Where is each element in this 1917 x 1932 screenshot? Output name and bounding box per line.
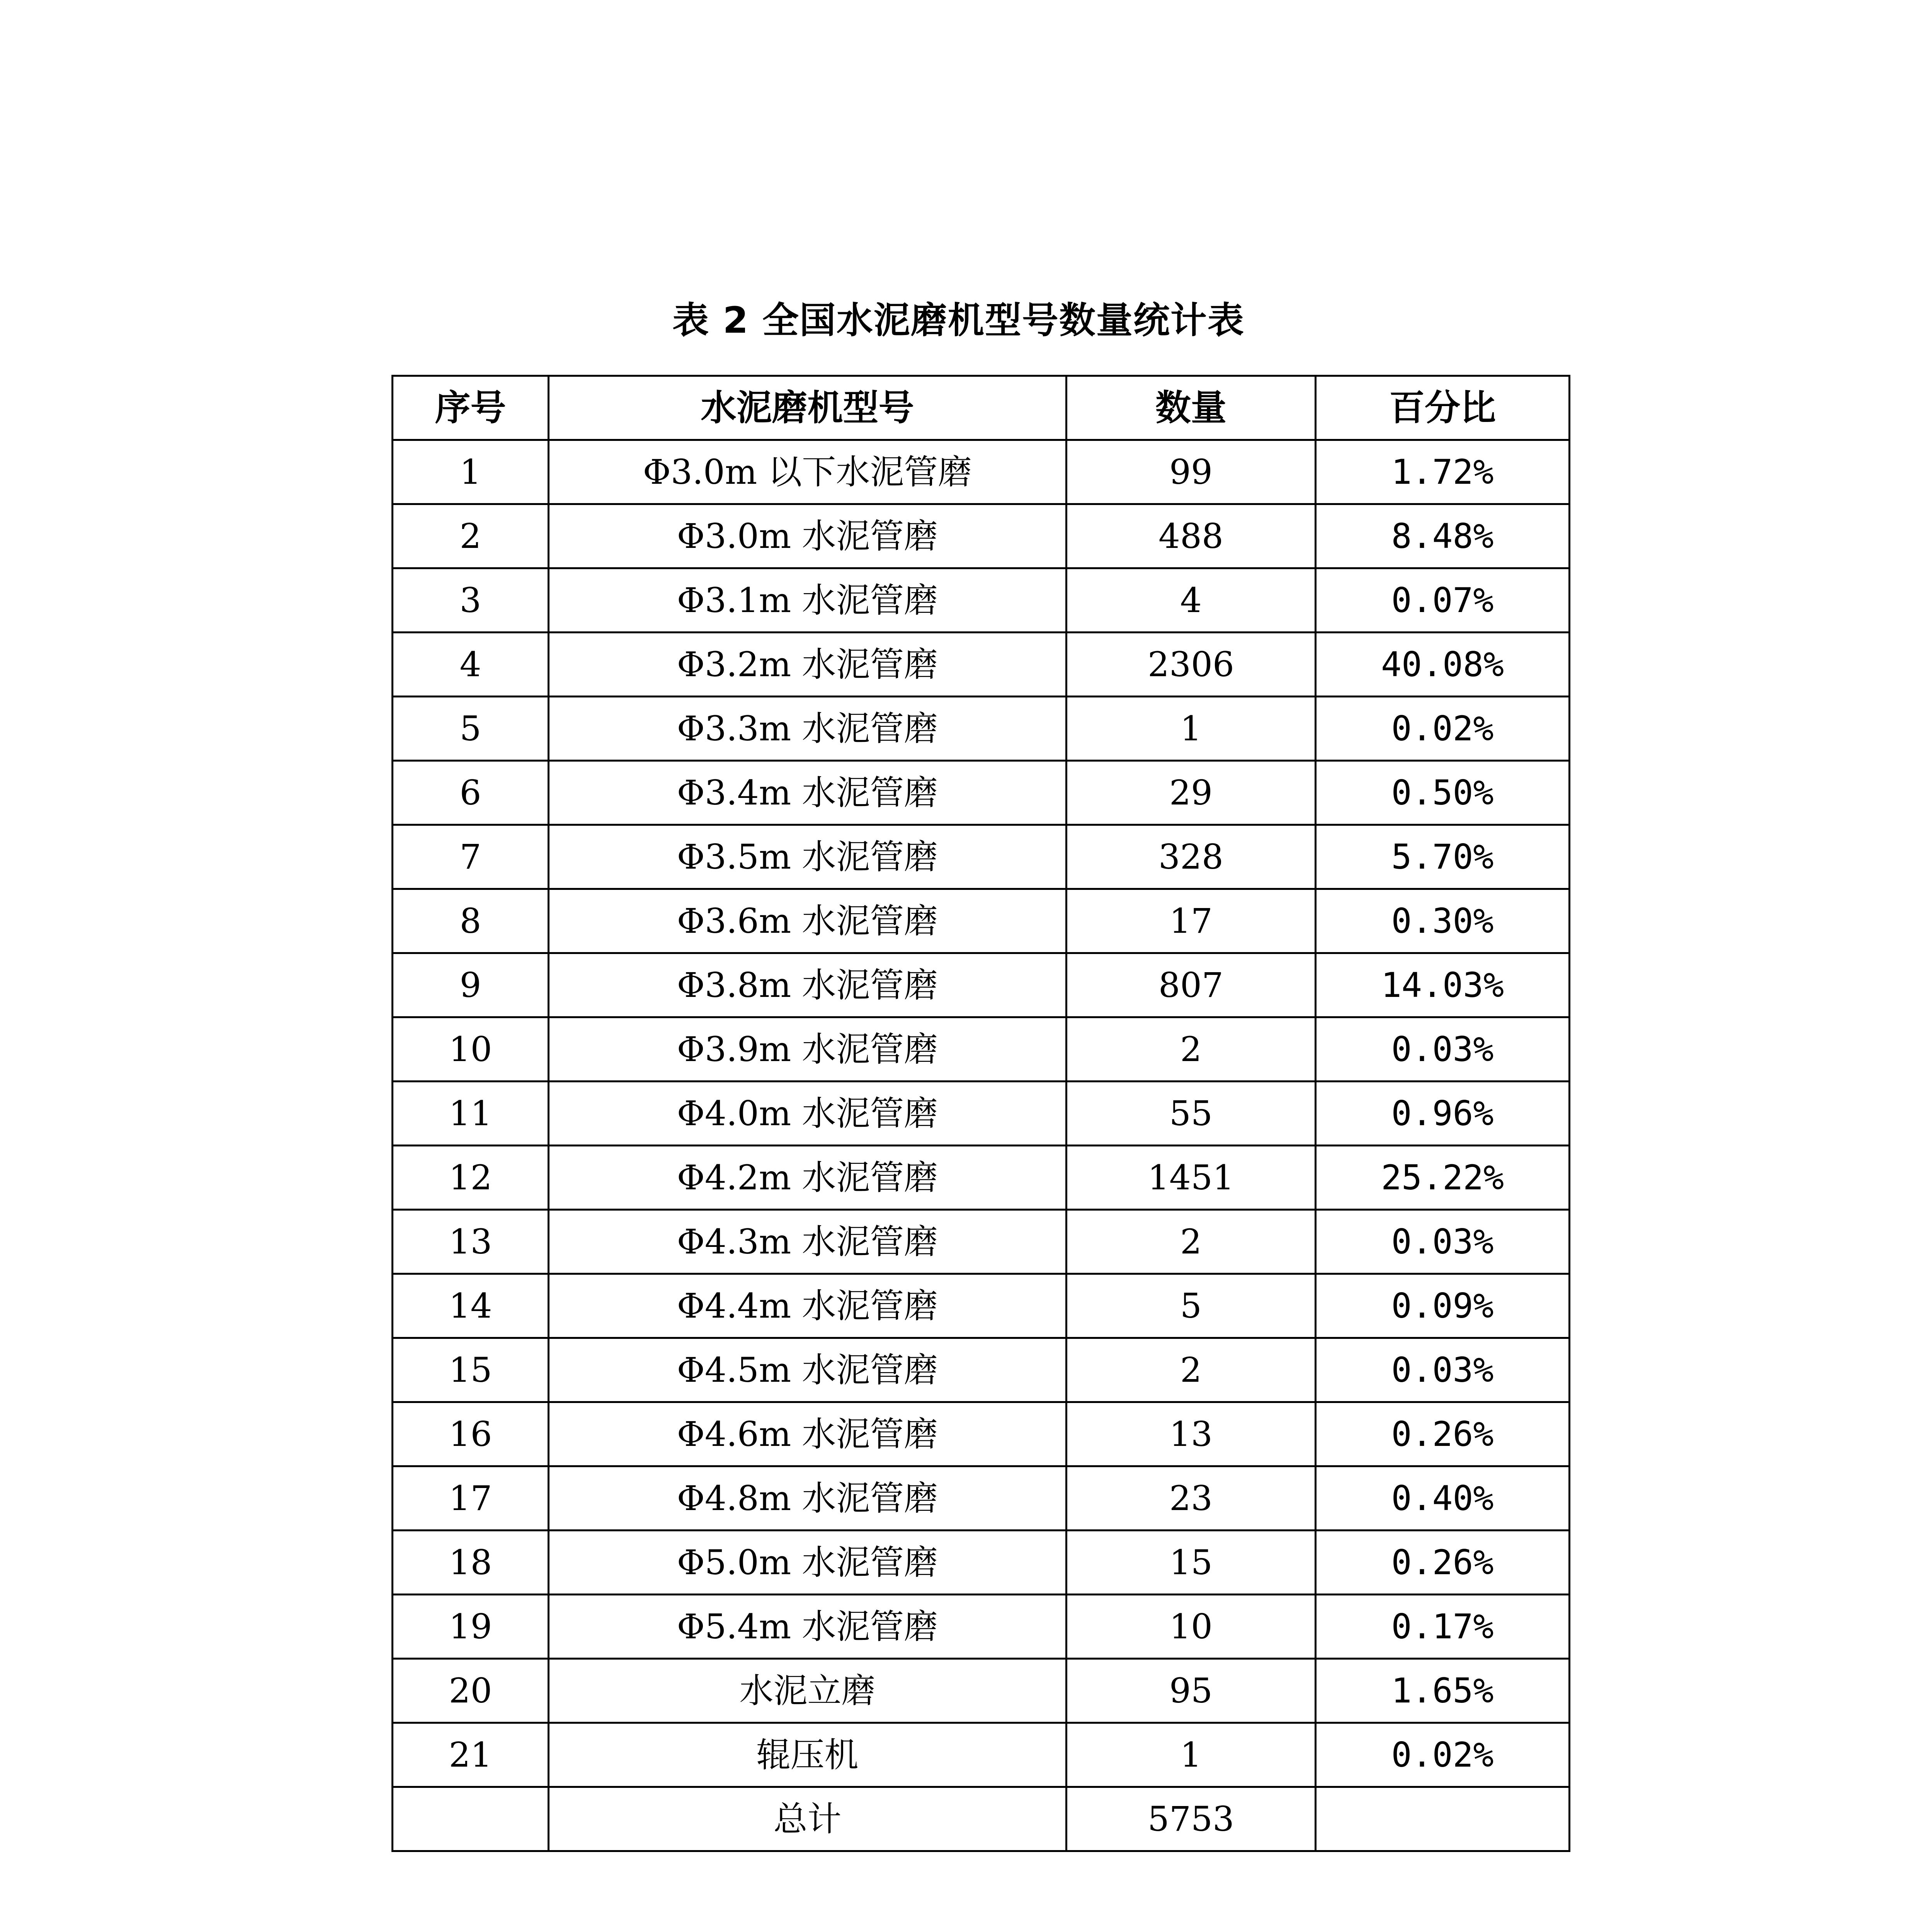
index-cell: 16 [393, 1402, 549, 1466]
percent-cell: 0.96% [1316, 1082, 1570, 1146]
table-title: 表 2 全国水泥磨机型号数量统计表 [672, 299, 1245, 342]
count-cell: 4 [1067, 568, 1316, 633]
index-cell: 6 [393, 761, 549, 825]
percent-cell: 25.22% [1316, 1146, 1570, 1210]
table-row [393, 1146, 1570, 1210]
table-row [393, 440, 1570, 504]
table-row [393, 1531, 1570, 1595]
header-model: 水泥磨机型号 [549, 376, 1067, 440]
total-index-cell [393, 1787, 549, 1851]
percent-cell: 0.26% [1316, 1531, 1570, 1595]
model-cell: Φ3.3m 水泥管磨 [549, 697, 1067, 761]
count-cell: 17 [1067, 889, 1316, 953]
table-row [393, 1210, 1570, 1274]
percent-cell: 0.50% [1316, 761, 1570, 825]
model-cell: Φ4.3m 水泥管磨 [549, 1210, 1067, 1274]
percent-cell: 0.09% [1316, 1274, 1570, 1338]
model-cell: Φ3.6m 水泥管磨 [549, 889, 1067, 953]
table-row [393, 1082, 1570, 1146]
index-cell: 20 [393, 1659, 549, 1723]
table-row [393, 633, 1570, 697]
count-cell: 10 [1067, 1595, 1316, 1659]
table-body [393, 440, 1570, 1787]
model-cell: 水泥立磨 [549, 1659, 1067, 1723]
model-cell: Φ4.5m 水泥管磨 [549, 1338, 1067, 1402]
count-cell: 807 [1067, 953, 1316, 1017]
percent-cell: 0.03% [1316, 1017, 1570, 1082]
model-cell: Φ3.9m 水泥管磨 [549, 1017, 1067, 1082]
percent-cell: 40.08% [1316, 633, 1570, 697]
total-row [393, 1787, 1570, 1851]
header-index: 序号 [393, 376, 549, 440]
model-cell: Φ3.0m 水泥管磨 [549, 504, 1067, 568]
total-label-cell: 总计 [549, 1787, 1067, 1851]
index-cell: 9 [393, 953, 549, 1017]
mill-statistics-table [391, 375, 1570, 1852]
percent-cell: 5.70% [1316, 825, 1570, 889]
index-cell: 10 [393, 1017, 549, 1082]
model-cell: Φ3.5m 水泥管磨 [549, 825, 1067, 889]
table-row [393, 889, 1570, 953]
count-cell: 15 [1067, 1531, 1316, 1595]
index-cell: 17 [393, 1466, 549, 1531]
index-cell: 5 [393, 697, 549, 761]
model-cell: Φ3.2m 水泥管磨 [549, 633, 1067, 697]
count-cell: 1 [1067, 697, 1316, 761]
table-row [393, 1338, 1570, 1402]
index-cell: 1 [393, 440, 549, 504]
index-cell: 4 [393, 633, 549, 697]
count-cell: 29 [1067, 761, 1316, 825]
index-cell: 21 [393, 1723, 549, 1787]
percent-cell: 0.07% [1316, 568, 1570, 633]
table-row [393, 1274, 1570, 1338]
percent-cell: 0.30% [1316, 889, 1570, 953]
table-row [393, 1595, 1570, 1659]
model-cell: Φ4.8m 水泥管磨 [549, 1466, 1067, 1531]
count-cell: 488 [1067, 504, 1316, 568]
model-cell: Φ3.8m 水泥管磨 [549, 953, 1067, 1017]
model-cell: 辊压机 [549, 1723, 1067, 1787]
index-cell: 7 [393, 825, 549, 889]
index-cell: 2 [393, 504, 549, 568]
percent-cell: 1.65% [1316, 1659, 1570, 1723]
table-row [393, 568, 1570, 633]
percent-cell: 0.26% [1316, 1402, 1570, 1466]
percent-cell: 0.02% [1316, 1723, 1570, 1787]
table-row [393, 1723, 1570, 1787]
index-cell: 15 [393, 1338, 549, 1402]
count-cell: 95 [1067, 1659, 1316, 1723]
model-cell: Φ3.0m 以下水泥管磨 [549, 440, 1067, 504]
total-count-cell: 5753 [1067, 1787, 1316, 1851]
count-cell: 1 [1067, 1723, 1316, 1787]
count-cell: 2 [1067, 1017, 1316, 1082]
model-cell: Φ5.4m 水泥管磨 [549, 1595, 1067, 1659]
model-cell: Φ5.0m 水泥管磨 [549, 1531, 1067, 1595]
count-cell: 99 [1067, 440, 1316, 504]
count-cell: 23 [1067, 1466, 1316, 1531]
percent-cell: 0.03% [1316, 1338, 1570, 1402]
model-cell: Φ3.4m 水泥管磨 [549, 761, 1067, 825]
header-count: 数量 [1067, 376, 1316, 440]
count-cell: 328 [1067, 825, 1316, 889]
count-cell: 2306 [1067, 633, 1316, 697]
table-row [393, 1017, 1570, 1082]
model-cell: Φ4.6m 水泥管磨 [549, 1402, 1067, 1466]
model-cell: Φ4.2m 水泥管磨 [549, 1146, 1067, 1210]
index-cell: 12 [393, 1146, 549, 1210]
table-row [393, 697, 1570, 761]
count-cell: 2 [1067, 1338, 1316, 1402]
table-row [393, 953, 1570, 1017]
table-row [393, 504, 1570, 568]
percent-cell: 1.72% [1316, 440, 1570, 504]
count-cell: 2 [1067, 1210, 1316, 1274]
count-cell: 55 [1067, 1082, 1316, 1146]
total-percent-cell [1316, 1787, 1570, 1851]
percent-cell: 0.02% [1316, 697, 1570, 761]
model-cell: Φ4.0m 水泥管磨 [549, 1082, 1067, 1146]
index-cell: 13 [393, 1210, 549, 1274]
index-cell: 14 [393, 1274, 549, 1338]
index-cell: 8 [393, 889, 549, 953]
table-row [393, 1402, 1570, 1466]
table-row [393, 1466, 1570, 1531]
index-cell: 11 [393, 1082, 549, 1146]
count-cell: 1451 [1067, 1146, 1316, 1210]
table-row [393, 825, 1570, 889]
percent-cell: 0.03% [1316, 1210, 1570, 1274]
header-percent: 百分比 [1316, 376, 1570, 440]
percent-cell: 0.17% [1316, 1595, 1570, 1659]
table-header-row [393, 376, 1570, 440]
table-row [393, 1659, 1570, 1723]
model-cell: Φ3.1m 水泥管磨 [549, 568, 1067, 633]
count-cell: 13 [1067, 1402, 1316, 1466]
index-cell: 18 [393, 1531, 549, 1595]
percent-cell: 14.03% [1316, 953, 1570, 1017]
table-row [393, 761, 1570, 825]
model-cell: Φ4.4m 水泥管磨 [549, 1274, 1067, 1338]
index-cell: 3 [393, 568, 549, 633]
count-cell: 5 [1067, 1274, 1316, 1338]
percent-cell: 8.48% [1316, 504, 1570, 568]
percent-cell: 0.40% [1316, 1466, 1570, 1531]
index-cell: 19 [393, 1595, 549, 1659]
